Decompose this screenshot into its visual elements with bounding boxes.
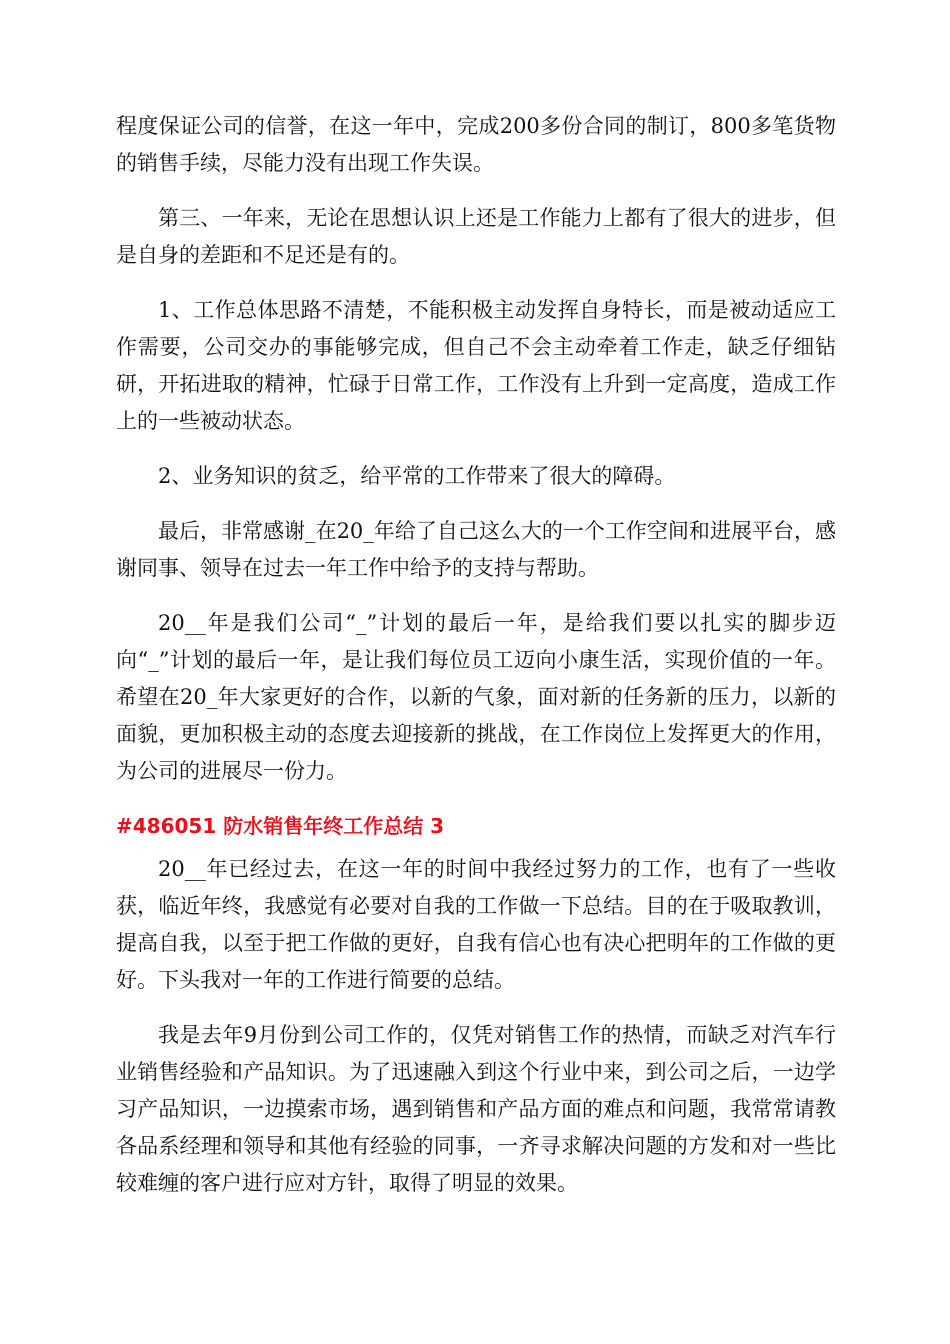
paragraph: 1、工作总体思路不清楚，不能积极主动发挥自身特长，而是被动适应工作需要，公司交办的事能够完成，但自己不会主动牵着工作走，缺乏仔细钻研，开拓进取的精神，忙碌于日常工作，工作没有上升到一定高度，造成工作上的一些被动状态。 [116,298,836,433]
paragraph: 最后，非常感谢_在20_年给了自己这么大的一个工作空间和进展平台，感谢同事、领导在过去一年工作中给予的支持与帮助。 [116,519,836,580]
paragraph-continued: 程度保证公司的信誉，在这一年中，完成200多份合同的制订，800多笔货物的销售手续，尽能力没有出现工作失误。 [116,114,836,175]
paragraph: 20__年是我们公司“_”计划的最后一年，是给我们要以扎实的脚步迈向“_”计划的最后一年，是让我们每位员工迈向小康生活，实现价值的一年。希望在20_年大家更好的合作，以新的气象，面对新的任务新的压力，以新的面貌，更加积极主动的态度去迎接新的挑战，在工作岗位上发挥更大的作用，为公司的进展尽一份力。 [116,611,836,783]
paragraph: 20__年已经过去，在这一年的时间中我经过努力的工作，也有了一些收获，临近年终，我感觉有必要对自我的工作做一下总结。目的在于吸取教训，提高自我，以至于把工作做的更好，自我有信心也有决心把明年的工作做的更好。下头我对一年的工作进行简要的总结。 [116,857,836,992]
document-page [116,108,836,1220]
paragraph: 第三、一年来，无论在思想认识上还是工作能力上都有了很大的进步，但是自身的差距和不足还是有的。 [116,206,836,267]
paragraph: 2、业务知识的贫乏，给平常的工作带来了很大的障碍。 [158,464,676,488]
paragraph: 我是去年9月份到公司工作的，仅凭对销售工作的热情，而缺乏对汽车行业销售经验和产品知识。为了迅速融入到这个行业中来，到公司之后，一边学习产品知识，一边摸索市场，遇到销售和产品方面的难点和问题，我常常请教各品系经理和领导和其他有经验的同事，一齐寻求解决问题的方发和对一些比较难缠的客户进行应对方针，取得了明显的效果。 [116,1023,836,1195]
section-heading: #486051 防水销售年终工作总结 3 [116,814,445,838]
